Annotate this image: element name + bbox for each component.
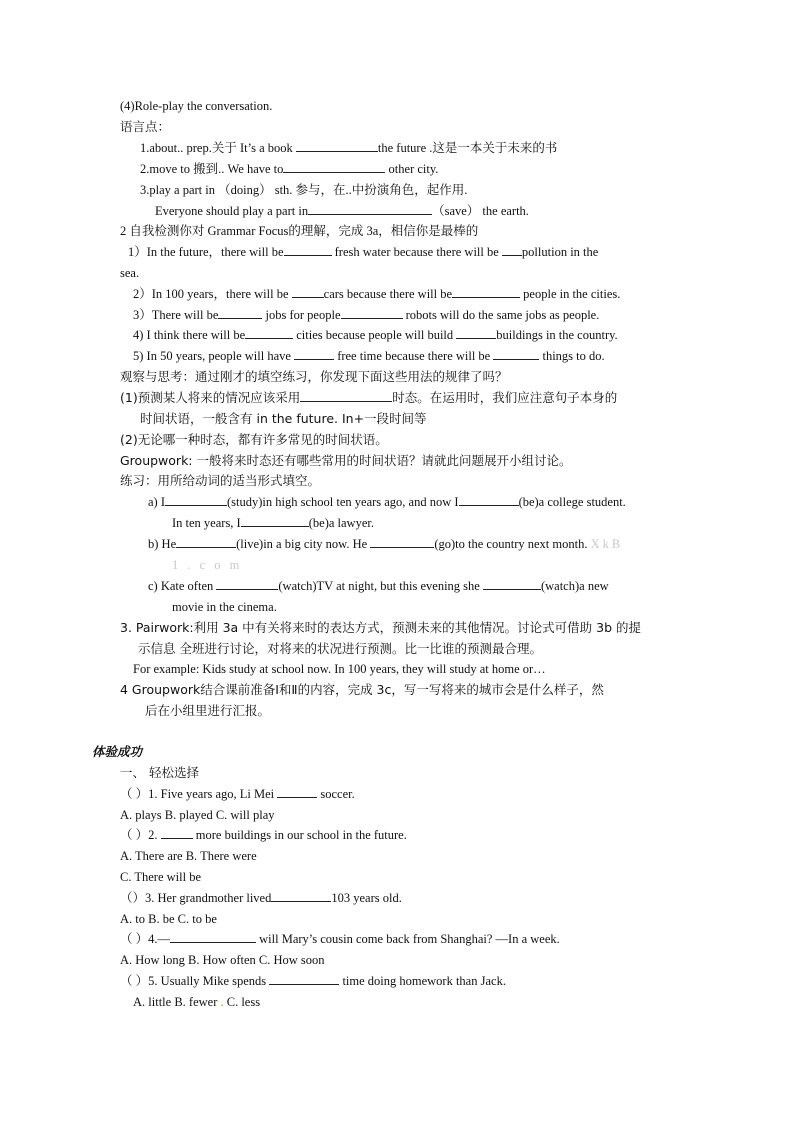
blank xyxy=(308,203,432,215)
blank xyxy=(176,536,236,548)
question-1 xyxy=(128,244,598,260)
rule-1-wrap: 时间状语，一般含有 in the future. In+一段时间等 xyxy=(140,411,427,426)
mc-options-4: A. How long B. How often C. How soon xyxy=(120,953,325,967)
blank xyxy=(294,348,334,360)
q1-mid: fresh water because there will be xyxy=(331,245,502,259)
point-3-example xyxy=(155,203,529,219)
mc-q3-tail: 103 years old. xyxy=(331,891,402,905)
blank xyxy=(170,931,256,943)
q5-mid: free time because there will be xyxy=(334,349,494,363)
question-5 xyxy=(133,348,605,364)
mc-question-2 xyxy=(120,827,407,843)
mc-q2-text: （ ）2. xyxy=(120,828,161,842)
mc-q3-text: （）3. Her grandmother lived xyxy=(120,891,272,905)
q3-text: 3）There will be xyxy=(133,308,219,322)
watermark: XkB xyxy=(590,537,624,551)
q4-tail: buildings in the country. xyxy=(496,328,618,342)
exercise-b-tail: (go)to the country next month. xyxy=(434,537,588,551)
roleplay-line: (4)Role-play the conversation. xyxy=(120,99,273,113)
blank xyxy=(241,515,309,527)
rule-1-tail: 时态。在运用时，我们应注意句子本身的 xyxy=(392,390,618,405)
blank xyxy=(502,244,522,256)
exercise-a-tail: (be)a college student. xyxy=(518,495,626,509)
blank xyxy=(452,286,520,298)
point-2-text: 2.move to 搬到.. We have to xyxy=(140,162,284,176)
mc-options-1: A. plays B. played C. will play xyxy=(120,808,275,822)
blank xyxy=(300,390,392,402)
point-1-tail: the future .这是一本关于未来的书 xyxy=(377,141,558,155)
mc-q5-text: （ ）5. Usually Mike spends xyxy=(120,974,270,988)
blank xyxy=(292,286,324,298)
q5-tail: things to do. xyxy=(539,349,605,363)
q3-tail: robots will do the same jobs as people. xyxy=(402,308,600,322)
q1-text: 1）In the future，there will be xyxy=(128,245,284,259)
mc-q5-tail: time doing homework than Jack. xyxy=(339,974,506,988)
exercise-c-wrap: movie in the cinema. xyxy=(172,600,277,614)
blank xyxy=(341,307,403,319)
self-check-title: 2 自我检测你对 Grammar Focus的理解，完成 3a，相信你是最棒的 xyxy=(120,224,479,238)
blank xyxy=(483,578,541,590)
question-4 xyxy=(133,327,618,343)
point-2-tail: other city. xyxy=(385,162,439,176)
exercise-title: 练习：用所给动词的适当形式填空。 xyxy=(120,473,321,488)
mc-q2-tail: more buildings in our school in the future. xyxy=(192,828,407,842)
blank xyxy=(218,307,262,319)
groupwork-4-line-2: 后在小组里进行汇报。 xyxy=(145,703,271,718)
mc-options-5-text: A. little B. fewer xyxy=(133,995,221,1009)
point-3-example-text: Everyone should play a part in xyxy=(155,204,309,218)
groupwork-line: Groupwork: 一般将来时态还有哪些常用的时间状语？请就此问题展开小组讨论。 xyxy=(120,453,572,468)
blank xyxy=(161,827,193,839)
point-2 xyxy=(140,161,438,177)
rule-1 xyxy=(120,390,617,406)
pairwork-line-2: 示信息 全班进行讨论，对将来的状况进行预测。比一比谁的预测最合理。 xyxy=(138,641,542,656)
mc-options-2: A. There are B. There were xyxy=(120,849,257,863)
exercise-a-mid: (study)in high school ten years ago, and now I xyxy=(227,495,459,509)
mc-q1-text: （ ）1. Five years ago, Li Mei xyxy=(120,787,278,801)
question-2 xyxy=(133,286,620,302)
mc-options-5 xyxy=(133,994,260,1010)
exercise-b xyxy=(148,536,623,552)
point-1-text: 1.about.. prep.关于 It’s a book xyxy=(140,141,296,155)
example-line: For example: Kids study at school now. In 100 years, they will study at home or… xyxy=(133,662,546,676)
question-1-wrap: sea. xyxy=(120,266,140,280)
blank xyxy=(245,327,293,339)
blank xyxy=(269,973,339,985)
blank xyxy=(459,494,519,506)
rule-1-text: (1)预测某人将来的情况应该采用 xyxy=(120,390,301,405)
blank xyxy=(216,578,278,590)
exercise-c-text: c) Kate often xyxy=(148,579,217,593)
point-3-example-tail: （save） the earth. xyxy=(432,204,529,218)
point-1 xyxy=(140,140,557,156)
exercise-b-text: b) He xyxy=(148,537,177,551)
exercise-a-wrap-text: In ten years, I xyxy=(172,516,241,530)
observe-title: 观察与思考：通过刚才的填空练习，你发现下面这些用法的规律了吗？ xyxy=(120,369,508,384)
q1-tail: pollution in the xyxy=(521,245,599,259)
blank xyxy=(283,161,385,173)
q3-mid: jobs for people xyxy=(262,308,341,322)
mc-options-3: A. to B. be C. to be xyxy=(120,912,217,926)
mc-options-2-wrap: C. There will be xyxy=(120,870,201,884)
mc-q4-tail: will Mary’s cousin come back from Shanghai? —In a week. xyxy=(256,932,560,946)
blank xyxy=(456,327,496,339)
q2-tail: people in the cities. xyxy=(520,287,621,301)
mc-question-3 xyxy=(120,890,402,906)
rule-2: (2)无论哪一种时态，都有许多常见的时间状语。 xyxy=(120,432,388,447)
groupwork-4-line-1: 4 Groupwork结合课前准备Ⅰ和Ⅱ的内容，完成 3c，写一写将来的城市会是什么样子，然 xyxy=(120,682,604,697)
mc-question-5 xyxy=(120,973,506,989)
q2-text: 2）In 100 years，there will be xyxy=(133,287,292,301)
watermark-line: 1 . c o m xyxy=(172,558,243,572)
q5-text: 5) In 50 years, people will have xyxy=(133,349,295,363)
pairwork-line-1: 3. Pairwork:利用 3a 中有关将来时的表达方式，预测未来的其他情况。讨论式可借助 3b 的提 xyxy=(120,620,642,635)
mc-q1-tail: soccer. xyxy=(317,787,355,801)
q2-mid: cars because there will be xyxy=(323,287,453,301)
question-3 xyxy=(133,307,599,323)
language-points-title: 语言点： xyxy=(120,119,171,134)
section-subheading: 一、 轻松选择 xyxy=(120,765,199,780)
blank xyxy=(296,140,378,152)
mc-question-1 xyxy=(120,786,355,802)
section-heading: 体验成功 xyxy=(92,744,143,759)
exercise-c-tail: (watch)a new xyxy=(540,579,609,593)
q4-text: 4) I think there will be xyxy=(133,328,246,342)
exercise-a-text: a) I xyxy=(148,495,165,509)
blank xyxy=(277,786,317,798)
blank xyxy=(370,536,434,548)
mc-q4-text: （ ）4.— xyxy=(120,932,171,946)
point-3: 3.play a part in （doing） sth. 参与，在..中扮演角色，起作用. xyxy=(140,183,468,197)
blank xyxy=(271,890,331,902)
blank xyxy=(284,244,332,256)
exercise-c xyxy=(148,578,609,594)
exercise-b-mid: (live)in a big city now. He xyxy=(236,537,371,551)
blank xyxy=(493,348,539,360)
exercise-a-wrap xyxy=(172,515,374,531)
exercise-a xyxy=(148,494,626,510)
stray-dot: . xyxy=(220,995,224,1009)
mc-options-5-tail: C. less xyxy=(223,995,261,1009)
mc-question-4 xyxy=(120,931,560,947)
blank xyxy=(165,494,227,506)
exercise-c-mid: (watch)TV at night, but this evening she xyxy=(278,579,483,593)
q4-mid: cities because people will build xyxy=(293,328,457,342)
exercise-a-wrap-tail: (be)a lawyer. xyxy=(308,516,374,530)
